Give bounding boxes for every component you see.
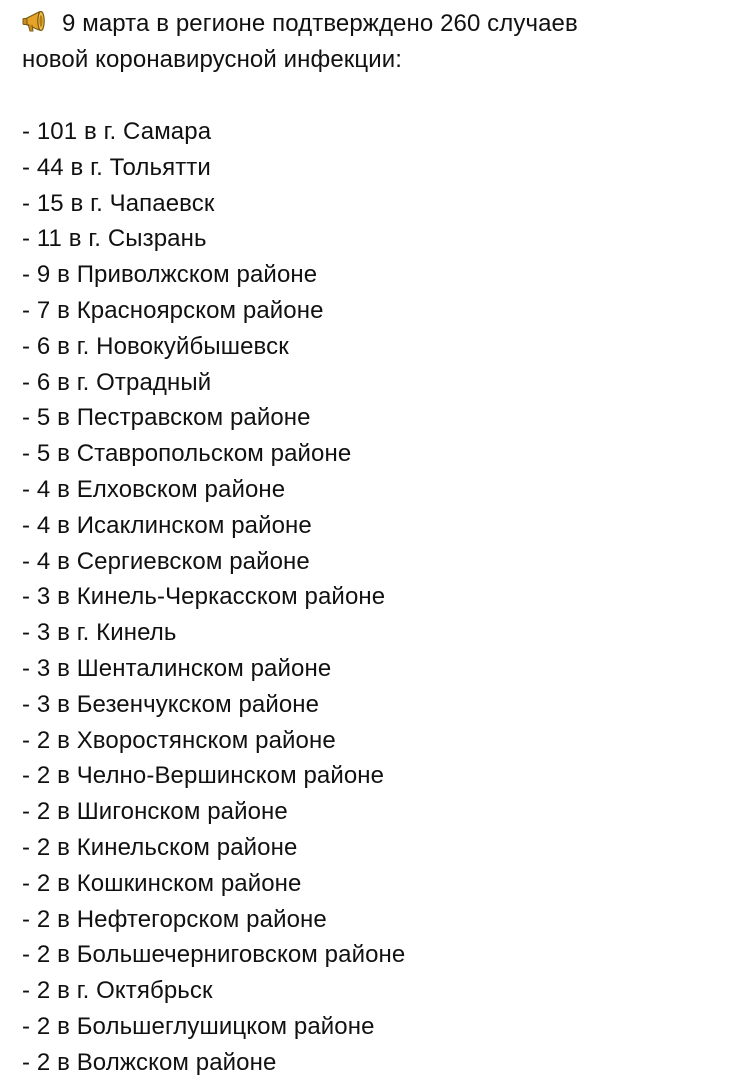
list-item: - 2 в Кинельском районе: [22, 833, 298, 861]
list-item: - 2 в Шигонском районе: [22, 798, 288, 826]
message-header: [22, 6, 740, 78]
list-item: - 3 в Шенталинском районе: [22, 654, 332, 682]
list-item: - 4 в Сергиевском районе: [22, 547, 310, 575]
blank-line: [22, 78, 740, 114]
list-item: - 101 в г. Самара: [22, 118, 212, 145]
list-item: - 5 в Пестравском районе: [22, 404, 311, 432]
list-item: - 5 в Ставропольском районе: [22, 440, 352, 468]
list-item: - 2 в Волжском районе: [22, 1048, 277, 1076]
list-item: - 6 в г. Отрадный: [22, 368, 212, 396]
list-item: - 2 в Нефтегорском районе: [22, 905, 327, 933]
list-item: - 2 в Кошкинском районе: [22, 869, 302, 897]
list-item: - 7 в Красноярском районе: [22, 296, 324, 324]
list-item: - 3 в Безенчукском районе: [22, 690, 320, 718]
list-item: - 2 в Хворостянском районе: [22, 726, 336, 754]
header-line-2: новой коронавирусной инфекции:: [22, 46, 403, 73]
header-text-1: 9 марта в регионе подтверждено 260 случаев: [62, 10, 578, 37]
list-item: - 9 в Приволжском районе: [22, 261, 318, 289]
case-list: [22, 114, 740, 1080]
list-item: - 3 в Кинель-Черкасском районе: [22, 583, 386, 611]
list-item: - 2 в Большеглушицком районе: [22, 1012, 375, 1040]
list-item: - 2 в г. Октябрьск: [22, 977, 213, 1005]
list-item: - 3 в г. Кинель: [22, 619, 177, 647]
list-item: - 4 в Исаклинском районе: [22, 511, 312, 539]
list-item: - 2 в Челно-Вершинском районе: [22, 762, 385, 790]
list-item: - 11 в г. Сызрань: [22, 225, 207, 253]
list-item: - 15 в г. Чапаевск: [22, 189, 215, 217]
list-item: - 44 в г. Тольятти: [22, 153, 211, 181]
megaphone-icon: [22, 10, 52, 34]
list-item: - 2 в Большечерниговском районе: [22, 941, 406, 969]
list-item: - 4 в Елховском районе: [22, 475, 286, 503]
header-line-1: [22, 6, 740, 42]
list-item: - 6 в г. Новокуйбышевск: [22, 332, 289, 360]
